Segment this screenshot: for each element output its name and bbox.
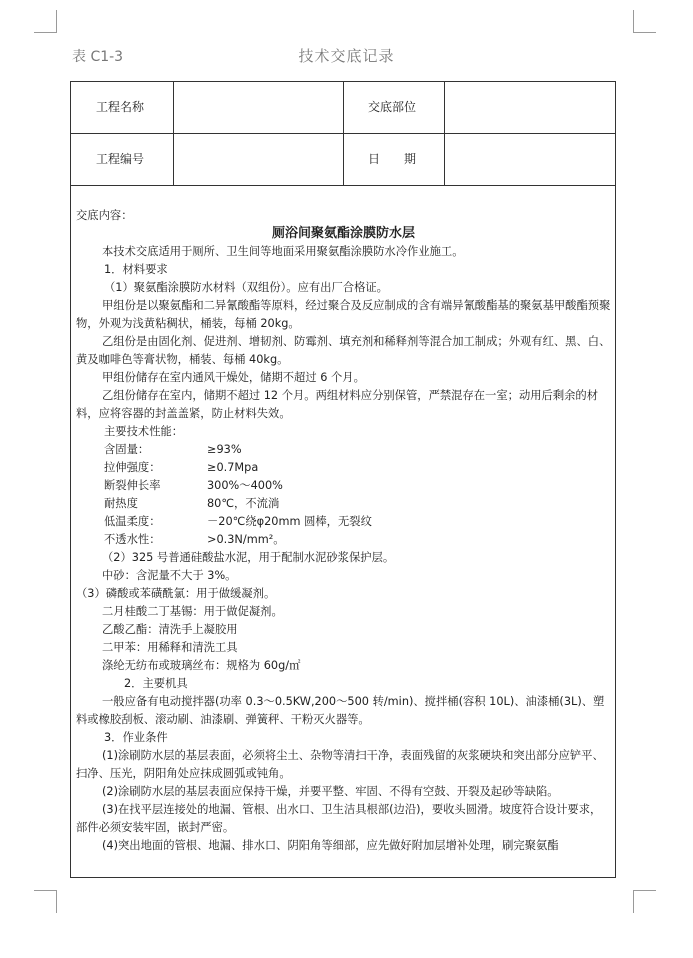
column-divider [343, 82, 344, 185]
project-name-label: 工程名称 [96, 100, 145, 114]
spec-row [76, 477, 611, 495]
spec-key: 拉伸强度： [104, 461, 161, 474]
spec-key: 不透水性： [104, 533, 161, 546]
content-label: 交底内容： [76, 209, 133, 222]
spec-key: 断裂伸长率 [104, 479, 161, 492]
spec-value: 80℃，不流淌 [207, 497, 280, 510]
crop-mark-bottom-right [633, 890, 656, 913]
paragraph: 乙组份储存在室内，储期不超过 12 个月。两组材料应分别保管，严禁混存在一室；动用后剩余的材料，应将容器的封盖盖紧，防止材料失效。 [76, 389, 599, 420]
specs-heading: 主要技术性能： [104, 425, 184, 438]
form-title: 技术交底记录 [298, 47, 395, 65]
paragraph: (1)涂刷防水层的基层表面，必须将尘土、杂物等清扫干净，表面残留的灰浆硬块和突出部分应铲平、扫净、压光，阴阳角处应抹成圆弧或钝角。 [76, 749, 604, 780]
disclosure-content [76, 207, 611, 855]
subsection-heading: （1）聚氨酯涂膜防水材料（双组份）。应有出厂合格证。 [104, 281, 388, 294]
spec-key: 含固量： [104, 443, 150, 456]
dept-label: 交底部位 [368, 100, 417, 114]
section-heading: 3．作业条件 [104, 731, 168, 744]
section-heading: 1．材料要求 [104, 263, 168, 276]
spec-value: 300%～400% [207, 479, 283, 492]
section-heading: 2．主要机具 [124, 677, 188, 690]
paragraph: 乙酸乙酯：清洗手上凝胶用 [102, 623, 238, 636]
crop-mark-top-right [633, 10, 656, 33]
spec-row [76, 531, 611, 549]
paragraph: 二月桂酸二丁基锡：用于做促凝剂。 [102, 605, 283, 618]
spec-key: 耐热度 [104, 497, 138, 510]
record-table [70, 81, 616, 878]
paragraph: 二甲苯：用稀释和清洗工具 [102, 641, 238, 654]
project-no-label: 工程编号 [96, 152, 145, 166]
paragraph: 一般应备有电动搅拌器(功率 0.3～0.5KW,200～500 转/min)、搅拌桶(容积 10L)、油漆桶(3L)、塑料或橡胶刮板、滚动刷、油漆刷、弹簧秤、干粉灭火器等。 [76, 695, 605, 726]
spec-row [76, 441, 611, 459]
document-title: 厕浴间聚氨酯涂膜防水层 [271, 226, 415, 241]
form-code: 表 C1-3 [72, 49, 124, 65]
column-divider [173, 82, 174, 185]
paragraph: 甲组份是以聚氨酯和二异氰酸酯等原料，经过聚合及反应制成的含有端异氰酸酯基的聚氨基甲酸酯预聚物，外观为浅黄粘稠状，桶装，每桶 20kg。 [76, 299, 611, 330]
spec-value: ≥93% [207, 443, 242, 456]
spec-key: 低温柔度： [104, 515, 161, 528]
paragraph: (4)突出地面的管根、地漏、排水口、阴阳角等细部，应先做好附加层增补处理，刷完聚氨酯 [102, 839, 559, 852]
spec-value: －20℃绕φ20mm 圆棒，无裂纹 [207, 515, 372, 528]
paragraph: 涤纶无纺布或玻璃丝布：规格为 60g/㎡ [102, 659, 301, 672]
column-divider [444, 82, 445, 185]
spec-row [76, 513, 611, 531]
scope-paragraph: 本技术交底适用于厕所、卫生间等地面采用聚氨酯涂膜防水冷作业施工。 [102, 245, 464, 258]
spec-row [76, 495, 611, 513]
date-label: 日 期 [368, 152, 417, 166]
spec-row [76, 459, 611, 477]
crop-mark-top-left [34, 10, 57, 33]
paragraph: (2)涂刷防水层的基层表面应保持干燥，并要平整、牢固、不得有空鼓、开裂及起砂等缺陷。 [102, 785, 559, 798]
spec-value: >0.3N/mm²。 [207, 533, 285, 546]
crop-mark-bottom-left [34, 890, 57, 913]
paragraph: 甲组份储存在室内通风干燥处，储期不超过 6 个月。 [102, 371, 365, 384]
subsection-heading: （2）325 号普通硅酸盐水泥，用于配制水泥砂浆保护层。 [102, 551, 395, 564]
subsection-heading: （3）磷酸或苯磺酰氯：用于做缓凝剂。 [76, 587, 276, 600]
spec-value: ≥0.7Mpa [207, 461, 259, 474]
paragraph: 中砂：含泥量不大于 3%。 [102, 569, 237, 582]
paragraph: (3)在找平层连接处的地漏、管根、出水口、卫生洁具根部(边沿)，要收头圆滑。坡度符合设计要求，部件必须安装牢固，嵌封严密。 [76, 803, 602, 834]
paragraph: 乙组份是由固化剂、促进剂、增韧剂、防霉剂、填充剂和稀释剂等混合加工制成；外观有红、黑、白、黄及咖啡色等膏状物，桶装、每桶 40kg。 [76, 335, 611, 366]
